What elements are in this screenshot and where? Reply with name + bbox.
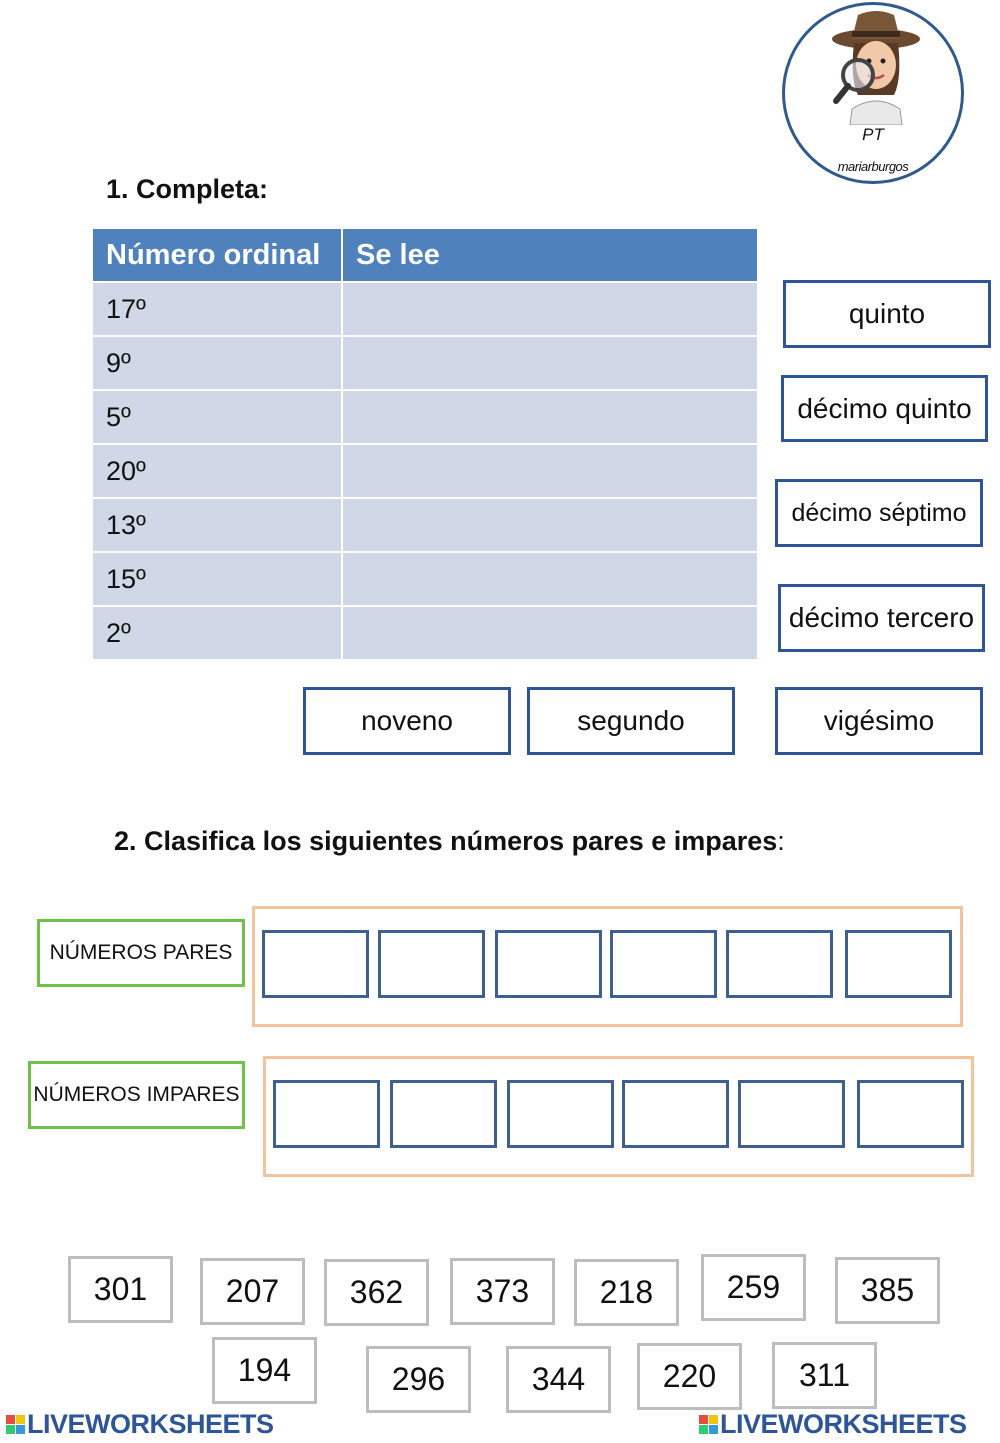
pares-slot[interactable] [610, 930, 717, 998]
pares-slot[interactable] [262, 930, 369, 998]
table-row [93, 497, 757, 551]
option-noveno[interactable]: noveno [303, 687, 511, 755]
number-tile-362[interactable]: 362 [324, 1259, 429, 1326]
answer-drop-cell[interactable] [343, 497, 757, 551]
header-numero-ordinal: Número ordinal [93, 229, 343, 281]
answer-drop-cell[interactable] [343, 281, 757, 335]
table-row [93, 389, 757, 443]
label-numeros-impares: NÚMEROS IMPARES [28, 1061, 245, 1129]
option-segundo[interactable]: segundo [527, 687, 735, 755]
impares-slot[interactable] [622, 1080, 729, 1148]
table-header-row [93, 229, 757, 281]
table-row [93, 335, 757, 389]
option-decimo-tercero[interactable]: décimo tercero [778, 584, 985, 652]
number-tile-218[interactable]: 218 [574, 1259, 679, 1326]
answer-drop-cell[interactable] [343, 389, 757, 443]
option-decimo-septimo[interactable]: décimo séptimo [775, 479, 983, 547]
table-row [93, 443, 757, 497]
table-row [93, 605, 757, 659]
option-vigesimo[interactable]: vigésimo [775, 687, 983, 755]
ordinal-cell: 9º [93, 335, 343, 389]
liveworksheets-logo-icon [6, 1415, 25, 1434]
answer-drop-cell[interactable] [343, 443, 757, 497]
impares-slot[interactable] [738, 1080, 845, 1148]
author-badge [782, 2, 964, 184]
brand-text: LIVEWORKSHEETS [27, 1408, 274, 1439]
ordinal-cell: 20º [93, 443, 343, 497]
option-decimo-quinto[interactable]: décimo quinto [781, 375, 988, 442]
header-se-lee: Se lee [343, 229, 757, 281]
section1-heading: 1. Completa: [106, 174, 269, 204]
section2-heading-colon: : [777, 826, 785, 856]
pares-slot[interactable] [845, 930, 952, 998]
footer-brand-left [6, 1407, 274, 1441]
pares-slot[interactable] [378, 930, 485, 998]
number-tile-220[interactable]: 220 [637, 1343, 742, 1410]
detective-avatar-icon [830, 9, 922, 125]
answer-drop-cell[interactable] [343, 551, 757, 605]
section2-heading [114, 826, 785, 857]
badge-pt-text: PT [862, 125, 884, 144]
impares-slot[interactable] [857, 1080, 964, 1148]
answer-drop-cell[interactable] [343, 605, 757, 659]
number-tile-296[interactable]: 296 [366, 1346, 471, 1413]
table-row [93, 281, 757, 335]
number-tile-194[interactable]: 194 [212, 1337, 317, 1404]
brand-text: LIVEWORKSHEETS [720, 1408, 967, 1439]
answer-drop-cell[interactable] [343, 335, 757, 389]
number-tile-259[interactable]: 259 [701, 1254, 806, 1321]
ordinal-cell: 13º [93, 497, 343, 551]
liveworksheets-logo-icon [699, 1415, 718, 1434]
ordinal-cell: 15º [93, 551, 343, 605]
pares-drop-zone [252, 906, 963, 1027]
number-tile-385[interactable]: 385 [835, 1257, 940, 1324]
number-tile-344[interactable]: 344 [506, 1346, 611, 1413]
number-tile-301[interactable]: 301 [68, 1256, 173, 1323]
impares-drop-zone [263, 1056, 974, 1177]
number-tile-311[interactable]: 311 [772, 1342, 877, 1409]
section2-heading-text: 2. Clasifica los siguientes números pares e impares [114, 826, 778, 856]
impares-slot[interactable] [507, 1080, 614, 1148]
pares-slot[interactable] [495, 930, 602, 998]
label-numeros-pares: NÚMEROS PARES [37, 919, 245, 987]
table-row [93, 551, 757, 605]
ordinal-cell: 2º [93, 605, 343, 659]
ordinal-cell: 17º [93, 281, 343, 335]
number-tile-207[interactable]: 207 [200, 1258, 305, 1325]
pares-slot[interactable] [726, 930, 833, 998]
impares-slot[interactable] [390, 1080, 497, 1148]
badge-author-text: mariarburgos [837, 159, 909, 174]
number-tile-373[interactable]: 373 [450, 1258, 555, 1325]
option-quinto[interactable]: quinto [783, 280, 991, 348]
ordinal-cell: 5º [93, 389, 343, 443]
ordinal-table [93, 229, 757, 659]
footer-brand-right [699, 1407, 967, 1441]
impares-slot[interactable] [273, 1080, 380, 1148]
